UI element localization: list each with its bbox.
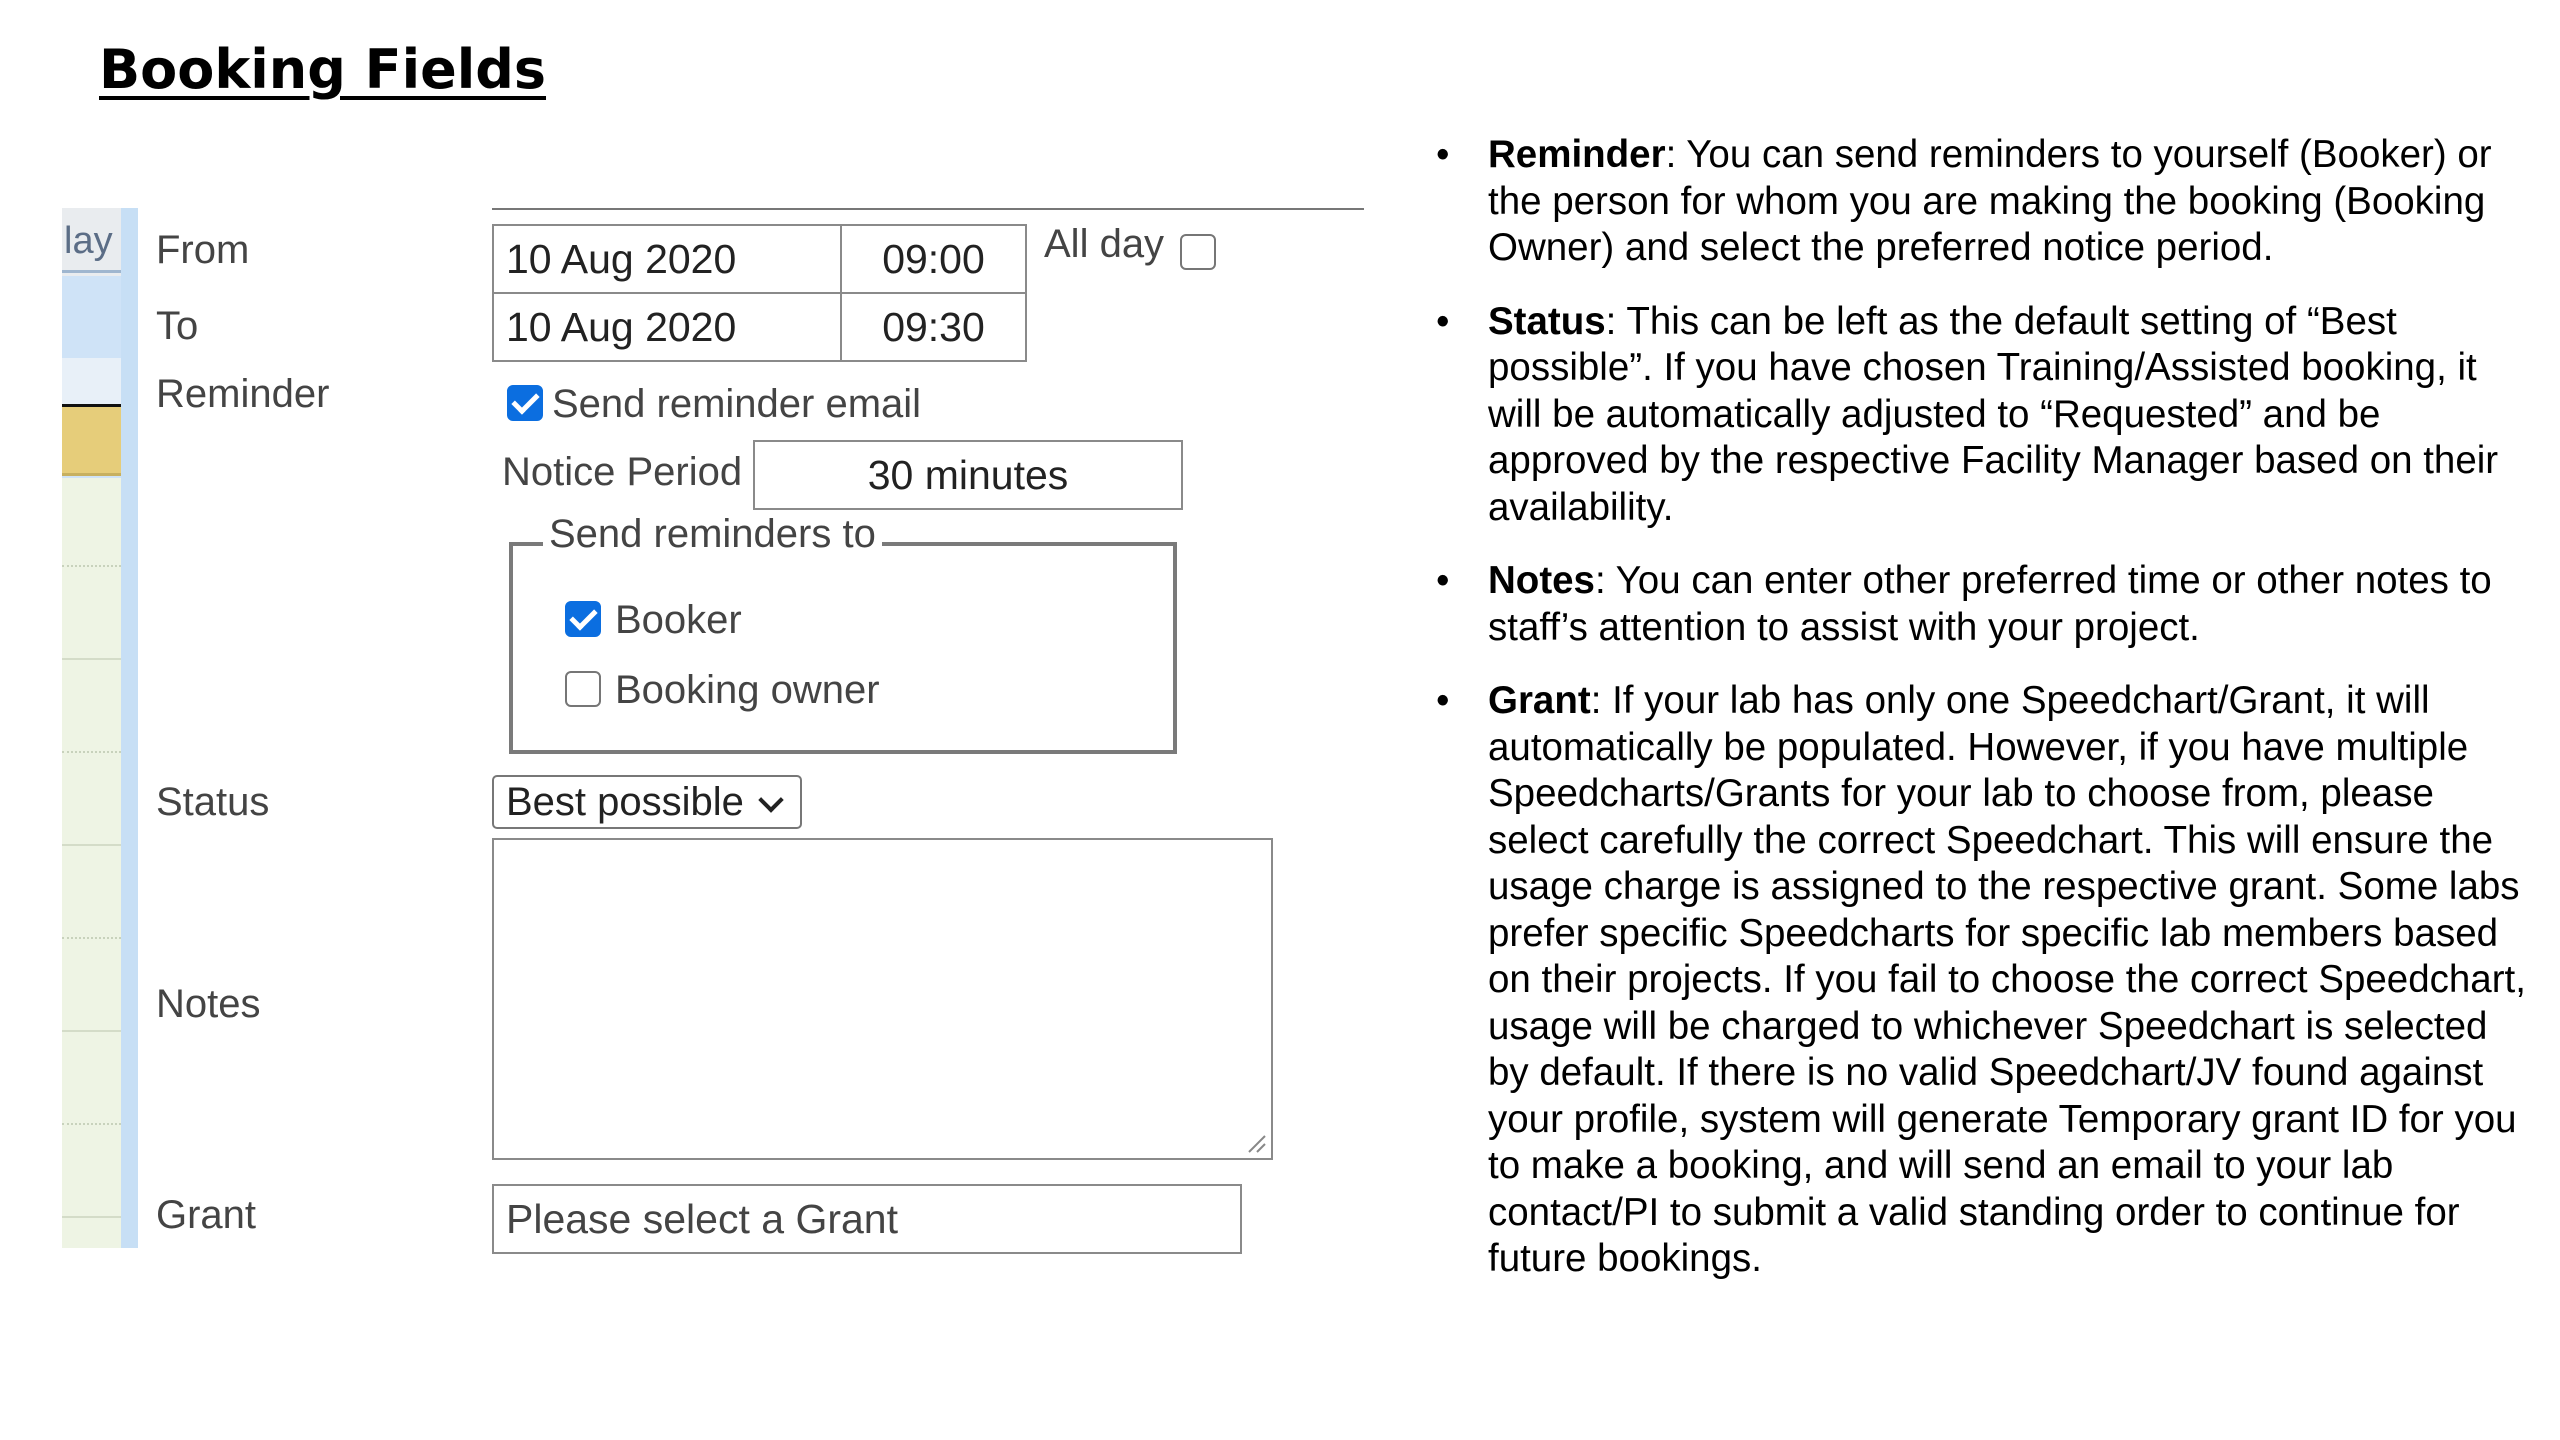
- explanation-term: Reminder: [1488, 133, 1666, 176]
- calendar-gridline: [62, 1123, 121, 1125]
- grant-label: Grant: [156, 1193, 257, 1237]
- explanation-item: [1436, 678, 2536, 1283]
- calendar-gridline: [62, 1216, 121, 1218]
- explanation-term: Grant: [1488, 679, 1591, 722]
- status-label: Status: [156, 780, 270, 824]
- send-reminder-label: Send reminder email: [552, 382, 922, 426]
- grant-input[interactable]: Please select a Grant: [492, 1184, 1242, 1254]
- booker-checkbox[interactable]: [565, 601, 601, 637]
- notice-period-input[interactable]: 30 minutes: [753, 440, 1183, 510]
- calendar-gridline: [62, 844, 121, 846]
- from-time-input[interactable]: 09:00: [840, 224, 1027, 294]
- resize-grip-icon[interactable]: [1245, 1132, 1267, 1154]
- send-reminders-to-group: [509, 512, 1177, 754]
- page-title: Booking Fields: [99, 38, 547, 101]
- calendar-day-underline: [62, 270, 121, 273]
- booking-owner-label: Booking owner: [615, 668, 880, 712]
- explanation-text: : You can send reminders to yourself (Booker) or the person for whom you are making the booking (Booking Owner) and select the preferred notice period.: [1488, 133, 2492, 269]
- status-select[interactable]: [492, 775, 802, 829]
- calendar-day-text: lay: [64, 220, 113, 262]
- explanation-item: [1436, 132, 2536, 272]
- booking-owner-checkbox[interactable]: [565, 671, 601, 707]
- explanation-item: [1436, 299, 2536, 532]
- send-reminders-to-legend: Send reminders to: [543, 512, 882, 557]
- to-time-input[interactable]: 09:30: [840, 292, 1027, 362]
- calendar-strip: [62, 208, 138, 1248]
- bullet-glyph: •: [1436, 679, 1450, 722]
- explanation-text: : This can be left as the default setting of “Best possible”. If you have chosen Training/Assisted booking, it will be automatically adjusted to “Requested” and be approved by the respective Facility Manager based on their availability.: [1488, 299, 2499, 529]
- explanation-text: : You can enter other preferred time or other notes to staff’s attention to assist with your project.: [1488, 559, 2492, 649]
- explanation-text: : If your lab has only one Speedchart/Grant, it will automatically be populated. However, if you have multiple Speedcharts/Grants for your lab to choose from, please select carefully the correct Speedchart. This will ensure the usage charge is assigned to the respective grant. Some labs prefer specific Speedcharts for specific lab members based on their projects. If you fail to choose the correct Speedchart, usage will be charged to whichever Speedchart is selected by default. If there is no valid Speedchart/JV found against your profile, system will generate Temporary grant ID for you to make a booking, and will send an email to your lab contact/PI to submit a valid standing order to continue for future bookings.: [1488, 679, 2526, 1280]
- notes-textarea[interactable]: [492, 838, 1273, 1160]
- notice-period-label: Notice Period: [502, 450, 743, 494]
- calendar-free-slots[interactable]: [62, 478, 121, 1248]
- from-label: From: [156, 228, 250, 272]
- all-day-checkbox[interactable]: [1180, 234, 1216, 270]
- booker-label: Booker: [615, 598, 742, 642]
- calendar-gridline: [62, 658, 121, 660]
- send-reminder-checkbox[interactable]: [507, 385, 543, 421]
- all-day-label: All day: [1044, 222, 1165, 266]
- calendar-day-header[interactable]: [62, 208, 121, 276]
- explanation-term: Status: [1488, 299, 1606, 343]
- calendar-edge: [121, 208, 138, 1248]
- chevron-down-icon: [758, 787, 783, 812]
- to-label: To: [156, 304, 199, 348]
- bullet-glyph: •: [1436, 559, 1450, 602]
- to-date-input[interactable]: 10 Aug 2020: [492, 292, 842, 362]
- from-date-input[interactable]: 10 Aug 2020: [492, 224, 842, 294]
- calendar-gridline: [62, 565, 121, 567]
- bullet-glyph: •: [1436, 133, 1450, 176]
- status-select-value: Best possible: [506, 779, 744, 824]
- explanation-term: Notes: [1488, 559, 1595, 602]
- explanation-panel: [1436, 132, 2536, 1310]
- calendar-gridline: [62, 937, 121, 939]
- form-top-divider: [492, 208, 1364, 210]
- bullet-glyph: •: [1436, 299, 1450, 343]
- reminder-label: Reminder: [156, 372, 330, 416]
- calendar-gridline: [62, 1030, 121, 1032]
- calendar-slot-band: [62, 358, 121, 408]
- explanation-item: [1436, 558, 2536, 651]
- notes-label: Notes: [156, 982, 261, 1026]
- calendar-booking-block[interactable]: [62, 404, 121, 476]
- calendar-gridline: [62, 751, 121, 753]
